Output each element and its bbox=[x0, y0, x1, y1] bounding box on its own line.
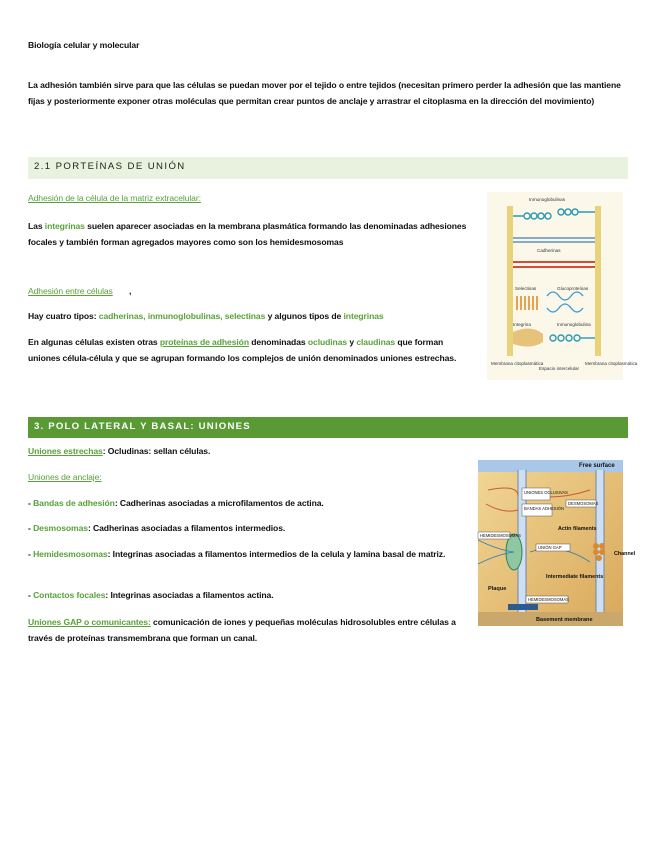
gap-junctions-paragraph: Uniones GAP o comunicantes: comunicación de iones y pequeñas moléculas hidrosolubles entre células a través de proteínas transmembrana que forman un canal. bbox=[28, 617, 456, 643]
section-heading: 2.1 PORTEÍNAS DE UNIÓN bbox=[34, 161, 186, 172]
label-free-surface: Free surface bbox=[579, 463, 615, 469]
label-membrana-2: Membrana citoplasmática bbox=[585, 361, 638, 366]
label-plaque: Plaque bbox=[488, 586, 507, 592]
intro-paragraph: La adhesión también sirve para que las células se puedan mover por el tejido o entre tejidos (necesitan primero perder la adhesión que las mantiene fijas y posteriormente exponer otras moléculas que permitan crear puntos de anclaje y arrastrar el citoplasma en la dirección del movimiento) bbox=[28, 80, 621, 106]
section2-heading-bar bbox=[28, 417, 628, 438]
section2-heading: 3. POLO LATERAL Y BASAL: UNIONES bbox=[34, 421, 251, 432]
matrix-adhesion-paragraph: Las integrinas suelen aparecer asociadas en la membrana plasmática formando las denominadas adhesiones focales y también forman agregados mayores como son los hemidesmosomas bbox=[28, 221, 467, 247]
cell-adhesion-title[interactable]: Adhesión entre células bbox=[28, 286, 113, 296]
label-integrina: Integrina bbox=[513, 322, 531, 327]
label-glucoproteinas: Glucoproteínas bbox=[557, 286, 589, 291]
cell-adhesion-types: Hay cuatro tipos: cadherinas, inmunoglobulinas, selectinas y algunos tipos de integrinas bbox=[28, 311, 384, 321]
label-bandas-adhesion: BANDAS ADHESIÓN bbox=[524, 506, 565, 511]
document-title: Biología celular y molecular bbox=[28, 40, 140, 50]
gap-junctions-link[interactable]: Uniones GAP o comunicantes: bbox=[28, 617, 151, 627]
matrix-adhesion-title[interactable]: Adhesión de la célula de la matriz extracelular: bbox=[28, 193, 201, 203]
cell-adhesion-paragraph: En algunas células existen otras proteínas de adhesión denominadas ocludinas y claudinas que forman uniones célula-célula y que se agrupan formando los complejos de unión denominados uniones estrechas. bbox=[28, 337, 457, 363]
label-uniones-oclusivas: UNIONES OCLUSIVAS bbox=[524, 490, 568, 495]
term-integrinas: integrinas bbox=[44, 221, 85, 231]
label-inmunoglobulina: Inmunoglobulina bbox=[557, 322, 591, 327]
label-desmosomas: DESMOSOMAS bbox=[568, 501, 599, 506]
label-cadherinas: Cadherinas bbox=[537, 248, 561, 253]
label-hemidesmosomas-2: HEMIDESMOSOMAS bbox=[528, 597, 569, 602]
label-membrana-1: Membrana citoplasmática bbox=[491, 361, 544, 366]
tight-junctions-link[interactable]: Uniones estrechas bbox=[28, 446, 103, 456]
list-item: - Contactos focales: Integrinas asociadas a filamentos actina. bbox=[28, 590, 274, 600]
adhesion-proteins-figure bbox=[487, 192, 638, 380]
anchor-junctions-title[interactable]: Uniones de anclaje: bbox=[28, 472, 102, 482]
label-basement-membrane: Basement membrane bbox=[536, 617, 593, 623]
label-union-gap: UNIÓN GAP bbox=[538, 545, 562, 550]
label-actin-filaments: Actin filaments bbox=[558, 526, 597, 532]
tight-junctions-line: Uniones estrechas: Ocludinas: sellan células. bbox=[28, 446, 211, 456]
label-inmunoglobulinas: Inmunoglobulinas bbox=[529, 197, 566, 202]
label-intermediate-filaments: Intermediate filaments bbox=[546, 574, 604, 580]
label-channel: Channel bbox=[614, 551, 636, 557]
list-item: - Hemidesmosomas: Integrinas asociadas a filamentos intermedios de la celula y lamina basal de matriz. bbox=[28, 549, 446, 559]
section-heading-bar bbox=[28, 157, 628, 179]
label-hemidesmosomas-1: HEMIDESMOSOMAS bbox=[480, 533, 521, 538]
cell-junctions-figure bbox=[478, 460, 636, 626]
list-item: - Bandas de adhesión: Cadherinas asociadas a microfilamentos de actina. bbox=[28, 498, 324, 508]
label-selectinas: Selectinas bbox=[515, 286, 537, 291]
label-espacio: Espacio intercelular bbox=[539, 366, 580, 371]
list-item: - Desmosomas: Cadherinas asociadas a filamentos intermedios. bbox=[28, 523, 286, 533]
